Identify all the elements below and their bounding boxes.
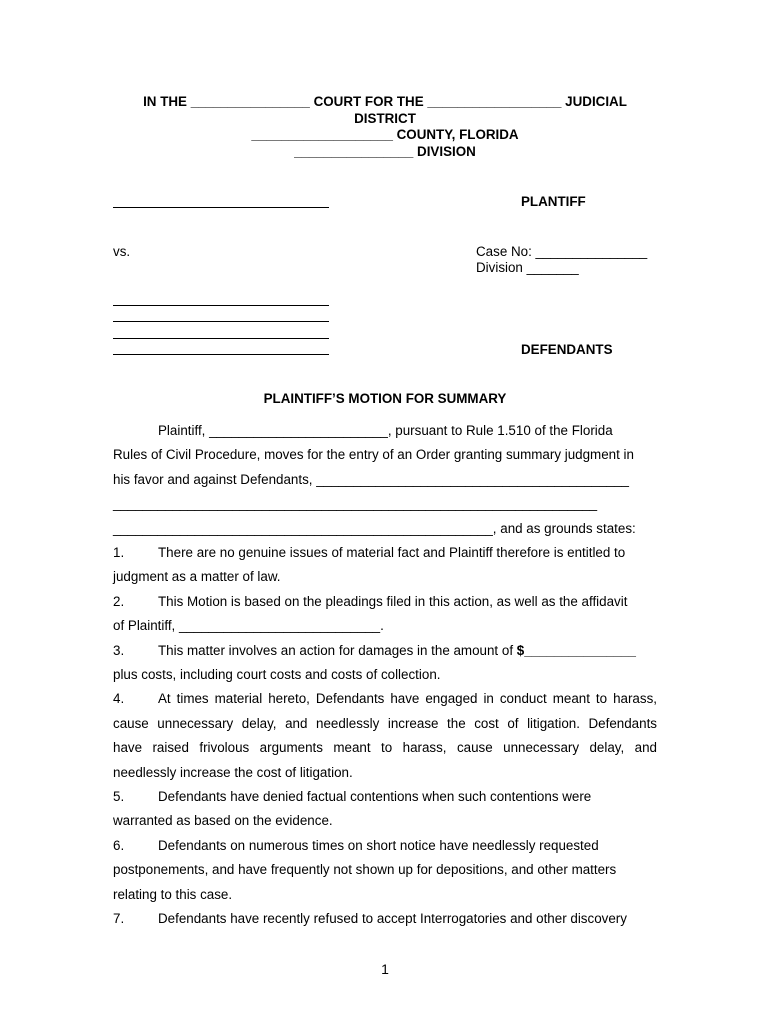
defendant-name-line xyxy=(113,338,329,339)
caption-line-3: ___________________ COUNTY, FLORIDA xyxy=(251,127,519,142)
item-number: 1. xyxy=(113,545,125,560)
item-number: 2. xyxy=(113,593,125,609)
intro-line: his favor and against Defendants, __________________________________________ xyxy=(113,471,630,487)
defendant-name-line xyxy=(113,305,329,306)
caption-line-2: DISTRICT xyxy=(354,111,416,126)
list-item: 4. At times material hereto, Defendants have engaged in conduct meant to harass, cause unnecessary delay, and needlessly increase the cost of litigation. Defendants have raised frivolous arguments meant to harass, cause unnecessary delay, and needlessly increase the cost of litigation. xyxy=(113,687,657,785)
division-number: Division _______ xyxy=(476,260,579,275)
list-item: 2. This Motion is based on the pleadings filed in this action, as well as the affidavit of Plaintiff, ___________________________. xyxy=(113,590,657,639)
numbered-items xyxy=(113,541,657,932)
caption-line-1: IN THE ________________ COURT FOR THE __________________ JUDICIAL xyxy=(143,94,627,109)
item-number: 4. xyxy=(113,691,125,707)
caption-line-4: ________________ DIVISION xyxy=(294,144,476,159)
case-number: Case No: _______________ xyxy=(476,244,648,259)
list-item: 3. This matter involves an action for damages in the amount of $_______________ plus costs, including court costs and costs of collection. xyxy=(113,639,657,688)
intro-line: Rules of Civil Procedure, moves for the entry of an Order granting summary judgment in xyxy=(113,447,634,463)
list-item: 1. There are no genuine issues of material fact and Plaintiff therefore is entitled to judgment as a matter of law. xyxy=(113,541,657,590)
list-item: 5. Defendants have denied factual contentions when such contentions were warranted as based on the evidence. xyxy=(113,785,657,834)
plaintiff-name-line xyxy=(113,207,329,208)
page-number: 1 xyxy=(381,961,389,977)
defendant-name-line xyxy=(113,354,329,355)
versus-text: vs. xyxy=(113,244,131,259)
item-number: 6. xyxy=(113,837,125,853)
damages-amount-blank: $_______________ xyxy=(516,642,636,658)
plaintiff-label: PLANTIFF xyxy=(521,194,586,209)
item-number: 7. xyxy=(113,911,125,927)
item-number: 3. xyxy=(113,642,125,658)
defendant-name-line xyxy=(113,321,329,322)
intro-line: _________________________________________________________________ xyxy=(113,496,598,512)
list-item: 7. Defendants have recently refused to accept Interrogatories and other discovery xyxy=(113,907,657,931)
intro-line: ___________________________________________________, and as grounds states: xyxy=(113,520,636,536)
list-item: 6. Defendants on numerous times on short notice have needlessly requested postponements, and have frequently not shown up for depositions, and other matters relating to this case. xyxy=(113,834,657,907)
intro-paragraph xyxy=(113,419,657,541)
defendants-label: DEFENDANTS xyxy=(521,342,613,357)
item-number: 5. xyxy=(113,789,125,805)
intro-line: Plaintiff, ________________________, pursuant to Rule 1.510 of the Florida xyxy=(158,423,613,438)
motion-title: PLAINTIFF’S MOTION FOR SUMMARY xyxy=(263,391,507,406)
